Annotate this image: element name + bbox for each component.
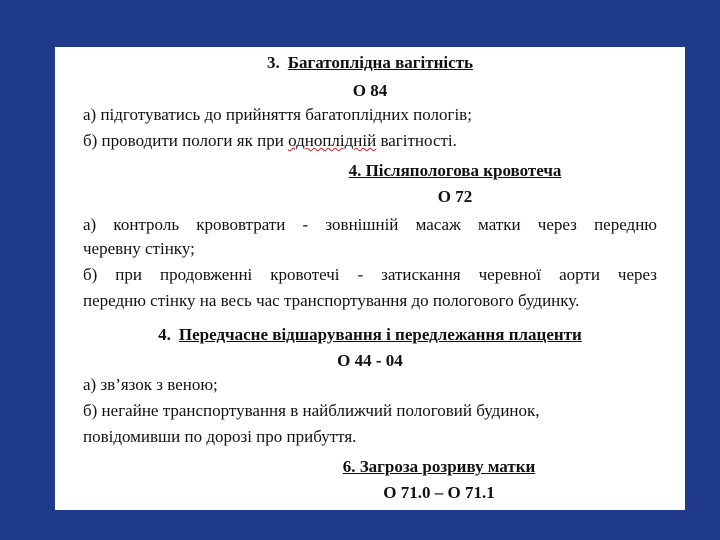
section-placenta-item-b-line2: повідомивши по дорозі про прибуття.: [83, 427, 357, 446]
section-6-title-text: 6. Загроза розриву матки: [342, 457, 536, 476]
section-6-title: [124, 456, 720, 477]
section-placenta-item-b-line1: б) негайне транспортування в найближчий пологовий будинок,: [83, 401, 540, 420]
section-3-heading: [55, 52, 685, 73]
section-3-number: 3.: [267, 53, 280, 72]
section-placenta-number: 4.: [158, 325, 171, 344]
section-3-title: Багатоплідна вагітність: [287, 53, 473, 72]
section-4-item-b-line1: б) при продовженні кровотечі - затискання черевної аорти через: [83, 265, 657, 284]
section-3-code: О 84: [352, 81, 388, 100]
section-placenta-title: Передчасне відшарування і передлежання плаценти: [178, 325, 582, 344]
section-3-item-a: а) підготуватись до прийняття багатоплідних пологів;: [83, 105, 472, 124]
section-3-item-b: [83, 130, 457, 151]
document-sheet: [55, 47, 685, 510]
section-4-title: [140, 160, 720, 181]
spellcheck-word: одноплідній: [288, 131, 377, 150]
section-placenta-item-a: а) зв’язок з веною;: [83, 375, 218, 394]
section-3-item-b-end: вагітності.: [376, 131, 457, 150]
section-6-code: О 71.0 – О 71.1: [383, 483, 495, 502]
section-4-item-a-line2: черевну стінку;: [83, 239, 195, 258]
section-3-item-b-start: б) проводити пологи як при: [83, 131, 289, 150]
section-4-code: О 72: [437, 187, 473, 206]
section-placenta-code: О 44 - 04: [337, 351, 403, 370]
section-placenta-heading: [55, 324, 685, 345]
section-4-item-a-line1: а) контроль крововтрати - зовнішній масаж матки через передню: [83, 215, 657, 234]
section-4-title-text: 4. Післяпологова кровотеча: [348, 161, 562, 180]
section-4-item-b-line2: передню стінку на весь час транспортування до пологового будинку.: [83, 291, 580, 310]
